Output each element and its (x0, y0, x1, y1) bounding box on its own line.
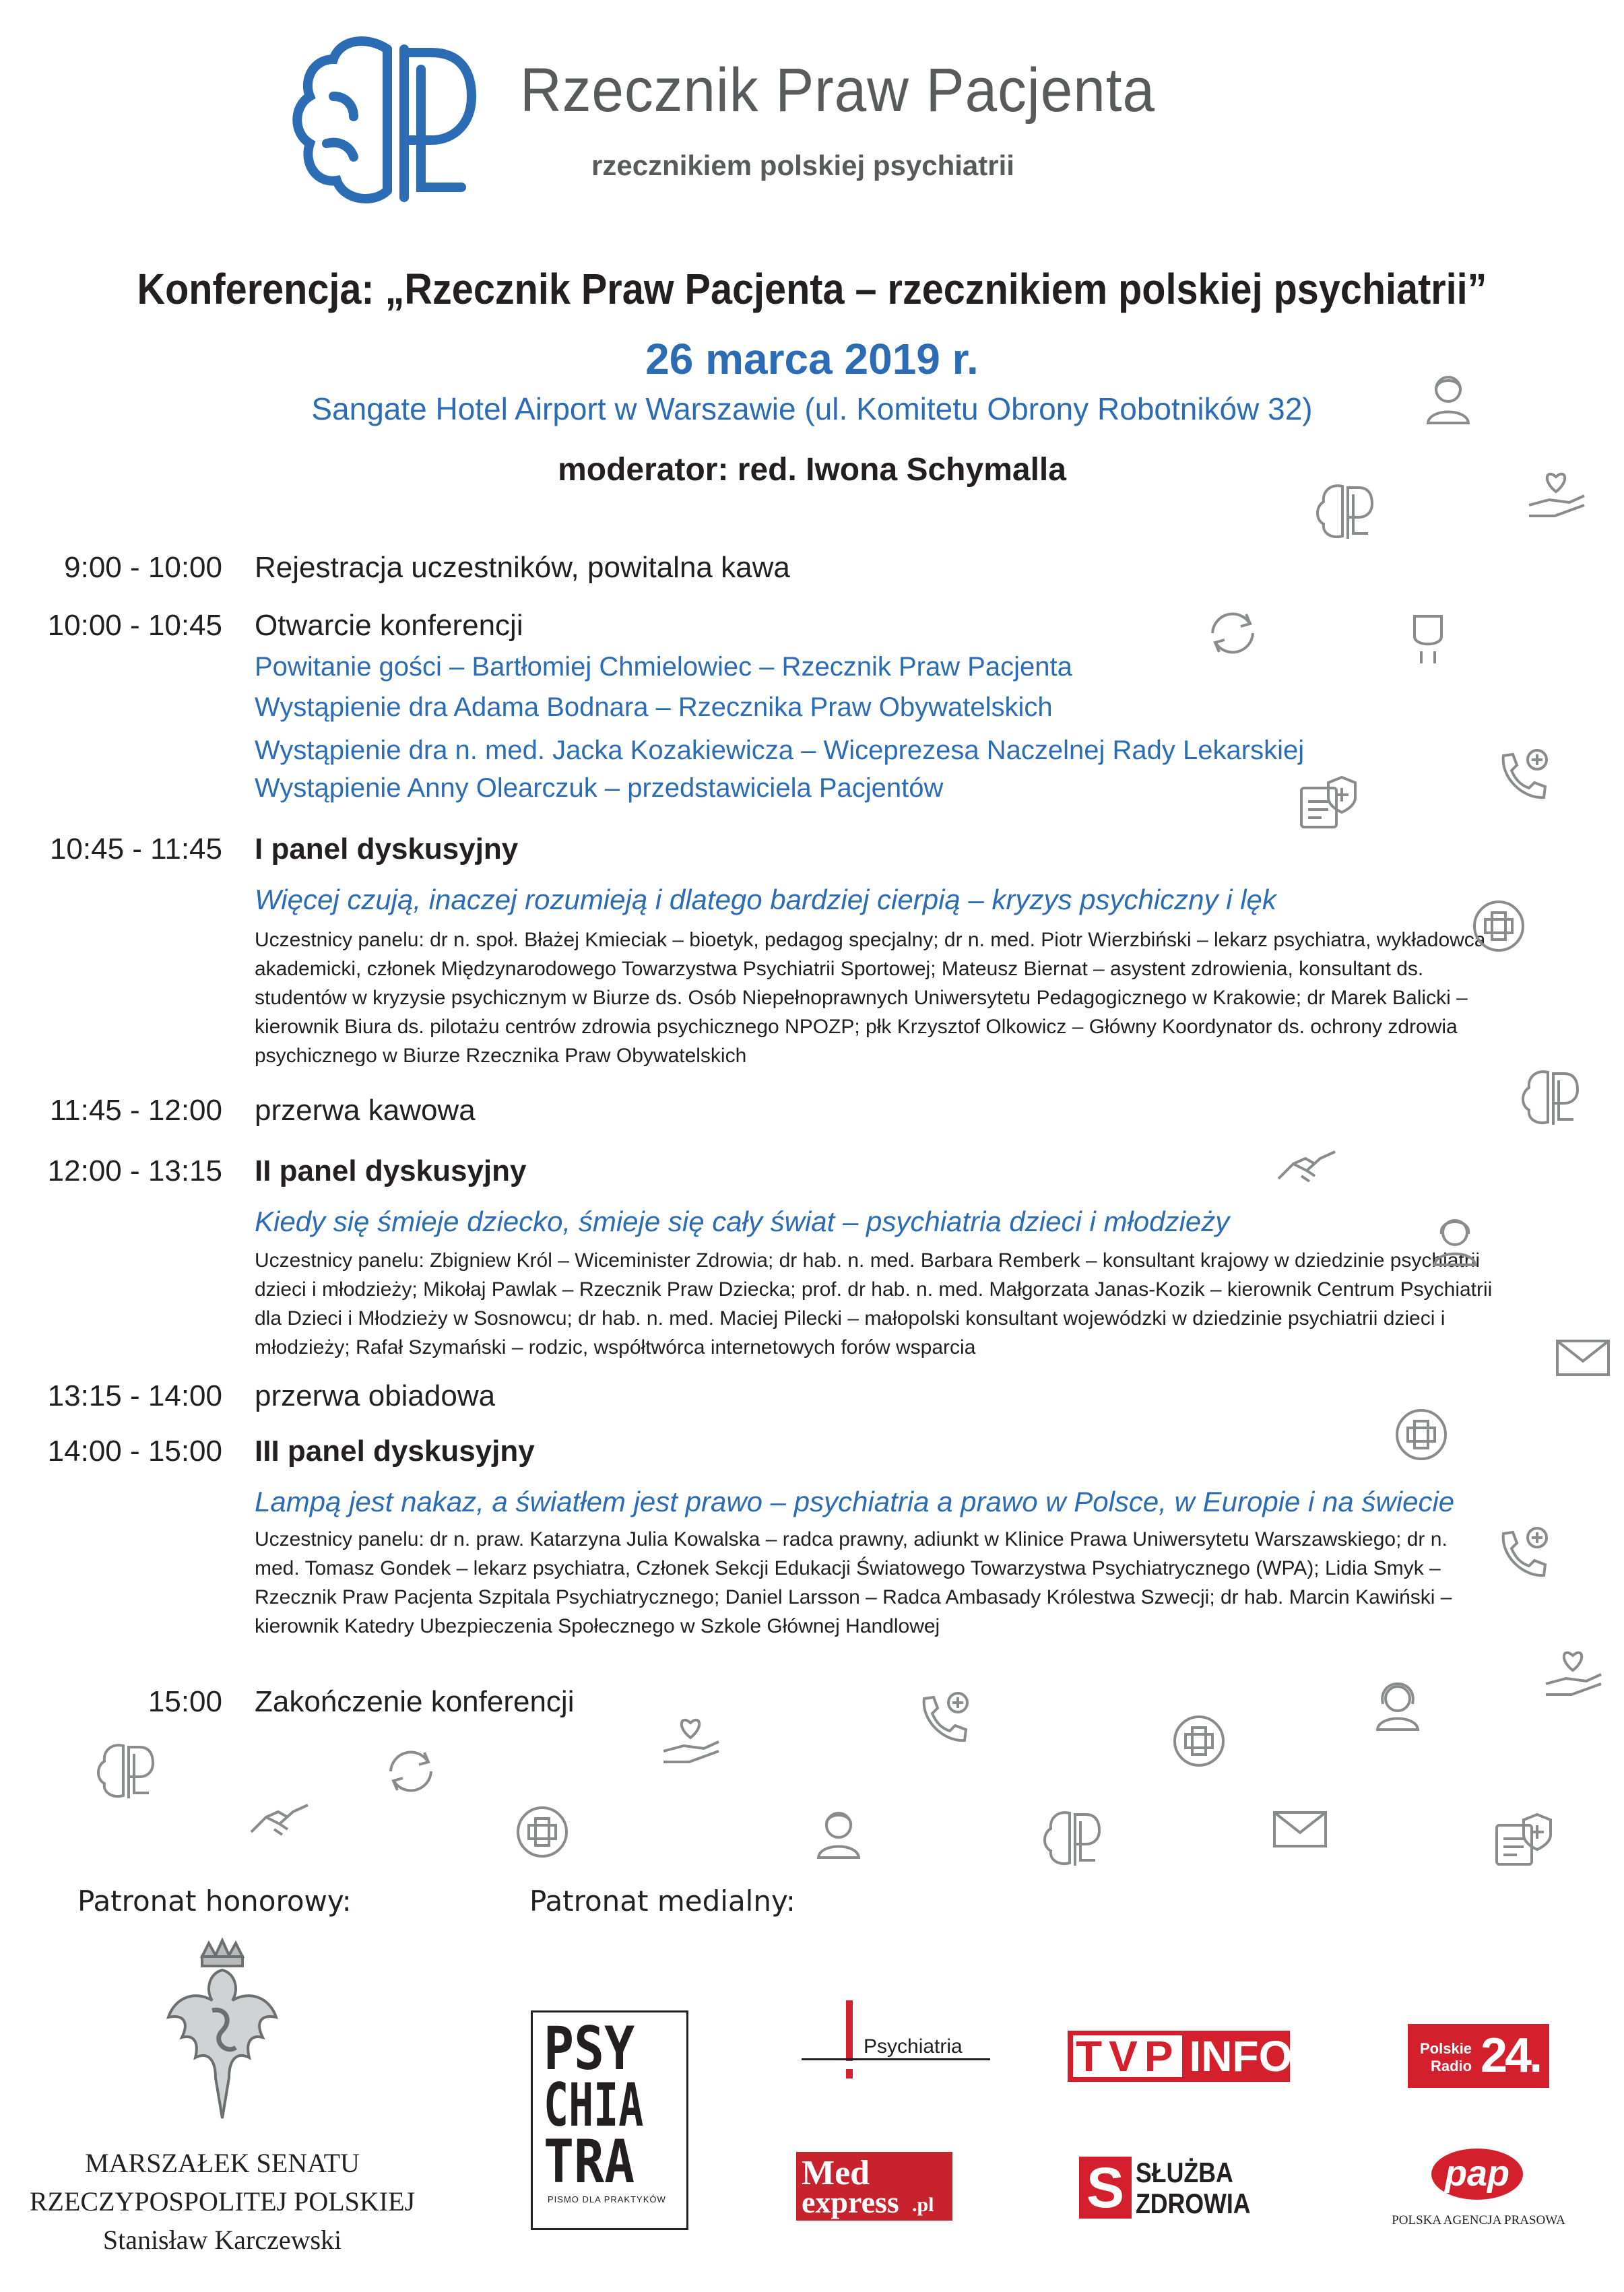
pap-logo-text: pap (1444, 2153, 1509, 2194)
shield-doc-icon (1293, 768, 1361, 835)
person-icon (1364, 1670, 1431, 1738)
heart-hand-icon (1522, 458, 1590, 525)
handshake-icon (1273, 1132, 1340, 1199)
psychiatra-logo-tagline: PISMO DLA PRAKTYKÓW (548, 2194, 666, 2204)
brand-subtitle: rzecznikiem polskiej psychiatrii (591, 150, 1014, 181)
person-icon (1421, 1206, 1489, 1273)
agenda-time: 10:00 - 10:45 (47, 609, 222, 642)
plus-circle-icon (1388, 1401, 1455, 1468)
opening-item: Wystąpienie Anny Olearczuk – przedstawiciela Pacjentów (255, 773, 944, 803)
tvp-logo-text: TVP (1073, 2035, 1182, 2077)
sluzba-logo-line: SŁUŻBA (1136, 2157, 1233, 2188)
psychiatra-logo-line: TRA (544, 2127, 635, 2196)
agenda-time: 9:00 - 10:00 (64, 551, 222, 584)
psychiatria-logo-mark (846, 2000, 853, 2061)
brand-title: Rzecznik Praw Pacjenta (520, 56, 1155, 125)
senate-line: Stanisław Karczewski (102, 2225, 342, 2255)
agenda-time: 15:00 (148, 1685, 222, 1718)
phone-plus-icon (909, 1684, 977, 1751)
brain-p-icon (91, 1738, 158, 1805)
pap-logo (1381, 2149, 1576, 2229)
polskie-radio-24-logo (1408, 2024, 1549, 2088)
phone-plus-icon (1489, 1519, 1556, 1586)
plus-circle-icon (509, 1798, 576, 1866)
plus-circle-icon (1465, 892, 1532, 960)
agenda-label: III panel dyskusyjny (255, 1435, 535, 1468)
agenda-label: II panel dyskusyjny (255, 1154, 527, 1187)
agenda-time: 12:00 - 13:15 (47, 1154, 222, 1187)
panel-participants: Uczestnicy panelu: dr n. praw. Katarzyna Julia Kowalska – radca prawny, adiunkt w Klinice Prawa Uniwersytetu Warszawskiego; dr n. med. Tomasz Gondek – lekarz psychiatra, Członek Sekcji Edukacji Światowego Towarzystwa Psychiatrycznego (WPA); Lidia Smyk – Rzecznik Praw Pacjenta Szpitala Psychiatrycznego; Daniel Larsson – Radca Ambasady Królestwa Szwecji; dr hab. Marcin Kawiński – kierownik Katedry Ubezpieczenia Społecznego w Szkole Głównej Handlowej (255, 1528, 1452, 1637)
radio-logo-line: Radio (1431, 2058, 1472, 2074)
refresh-icon (1199, 599, 1266, 667)
psychiatria-logo-text: Psychiatria (864, 2035, 963, 2058)
brain-p-icon (1516, 1064, 1583, 1132)
conference-moderator: moderator: red. Iwona Schymalla (558, 452, 1066, 488)
agenda-time: 10:45 - 11:45 (49, 832, 222, 865)
psychiatra-logo (531, 2010, 688, 2230)
sluzba-logo-line: ZDROWIA (1136, 2188, 1251, 2219)
heart-hand-icon (1539, 1637, 1606, 1704)
person-icon (805, 1798, 872, 1866)
radio-logo-number: 24. (1481, 2029, 1540, 2083)
tvp-info-logo (1068, 2031, 1293, 2082)
agenda-label: I panel dyskusyjny (255, 832, 519, 865)
opening-item: Wystąpienie dra n. med. Jacka Kozakiewicza – Wiceprezesa Naczelnej Rady Lekarskiej (255, 735, 1305, 765)
senate-line: RZECZYPOSPOLITEJ POLSKIEJ (29, 2186, 416, 2217)
envelope-icon (1266, 1795, 1334, 1862)
brand-logo-icon (286, 32, 482, 207)
opening-item: Powitanie gości – Bartłomiej Chmielowiec – Rzecznik Praw Pacjenta (255, 652, 1072, 682)
plus-circle-icon (1165, 1707, 1233, 1775)
medexpress-logo-pl: .pl (912, 2194, 934, 2216)
radio-logo-line: Polskie (1420, 2040, 1472, 2057)
conference-title: Konferencja: „Rzecznik Praw Pacjenta – rzecznikiem polskiej psychiatrii” (137, 265, 1487, 313)
person-icon (1415, 364, 1482, 431)
sluzba-logo-mark: S (1079, 2157, 1132, 2219)
opening-item: Wystąpienie dra Adama Bodnara – Rzecznika Praw Obywatelskich (255, 692, 1053, 722)
tvp-info-text: INFO (1189, 2032, 1293, 2081)
panel-topic: Kiedy się śmieje dziecko, śmieje się cały świat – psychiatria dzieci i młodzieży (255, 1206, 1230, 1237)
agenda-label: Rejestracja uczestników, powitalna kawa (255, 551, 790, 584)
shield-doc-icon (1489, 1805, 1556, 1872)
agenda-time: 13:15 - 14:00 (47, 1379, 222, 1412)
sluzba-zdrowia-logo (1079, 2154, 1268, 2221)
senate-eagle-emblem (148, 1936, 296, 2132)
conference-venue: Sangate Hotel Airport w Warszawie (ul. Komitetu Obrony Robotników 32) (311, 391, 1313, 426)
agenda-label: przerwa kawowa (255, 1094, 476, 1127)
refresh-icon (377, 1738, 445, 1805)
psychiatria-logo-dot (846, 2069, 853, 2078)
pap-logo-tagline: POLSKA AGENCJA PRASOWA (1392, 2213, 1565, 2227)
psychiatra-logo-line: PSY (544, 2014, 635, 2083)
panel-topic: Lampą jest nakaz, a światłem jest prawo – psychiatria a prawo w Polsce, w Europie i na świecie (255, 1486, 1455, 1517)
agenda-label: Otwarcie konferencji (255, 609, 523, 642)
senate-line: MARSZAŁEK SENATU (85, 2148, 360, 2178)
agenda-label: Zakończenie konferencji (255, 1685, 575, 1718)
envelope-icon (1549, 1323, 1617, 1391)
agenda-label: przerwa obiadowa (255, 1379, 496, 1412)
brand-logo (286, 32, 482, 207)
psychiatria-logo (802, 2000, 990, 2088)
heart-hand-icon (657, 1704, 724, 1771)
honorary-patronage-label: Patronat honorowy: (77, 1885, 352, 1918)
panel-participants: Uczestnicy panelu: dr n. społ. Błażej Kmieciak – bioetyk, pedagog specjalny; dr n. med. Piotr Wierzbiński – lekarz psychiatra, wykładowca akademicki, członek Międzynarodowego Towarzystwa Psychiatrii Sportowej; Mateusz Biernat – asystent zdrowienia, konsultant ds. studentów w kryzysie psychicznym w Biurze ds. Osób Niepełnoprawnych Uniwersytetu Pedagogicznego w Krakowie; dr Marek Balicki – kierownik Biura ds. pilotażu centrów zdrowia psychicznego NPOZP; płk Krzysztof Olkowicz – Główny Koordynator ds. ochrony zdrowia psychicznego w Biurze Rzecznika Praw Obywatelskich (255, 929, 1486, 1067)
panel-participants: Uczestnicy panelu: Zbigniew Król – Wiceminister Zdrowia; dr hab. n. med. Barbara Remberk – konsultant krajowy w dziedzinie psychiatrii dzieci i młodzieży; Mikołaj Pawlak – Rzecznik Praw Dziecka; prof. dr hab. n. med. Małgorzata Janas-Kozik – kierownik Centrum Psychiatrii dla Dzieci i Młodzieży w Sosnowcu; dr hab. n. med. Maciej Pilecki – małopolski konsultant wojewódzki w dziedzinie psychiatrii dzieci i młodzieży; Rafał Szymański – rodzic, współtwórca internetowych forów wsparcia (255, 1249, 1493, 1358)
brain-p-icon (1310, 478, 1377, 546)
psychiatria-logo-rule (802, 2058, 990, 2060)
phone-plus-icon (1489, 741, 1556, 808)
medexpress-logo-med: Med (802, 2154, 870, 2192)
medexpress-logo (796, 2152, 952, 2221)
conference-date: 26 marca 2019 r. (645, 335, 979, 383)
psychiatra-logo-line: CHIA (544, 2070, 644, 2140)
agenda-time: 11:45 - 12:00 (49, 1094, 222, 1127)
panel-topic: Więcej czują, inaczej rozumieją i dlatego bardziej cierpią – kryzys psychiczny i lęk (255, 884, 1276, 915)
media-patronage-label: Patronat medialny: (529, 1885, 795, 1918)
handshake-icon (246, 1785, 313, 1852)
agenda-time: 14:00 - 15:00 (47, 1435, 222, 1468)
medexpress-logo-express: express (802, 2185, 899, 2219)
brain-p-icon (1037, 1805, 1105, 1872)
person-icon (1394, 603, 1462, 670)
